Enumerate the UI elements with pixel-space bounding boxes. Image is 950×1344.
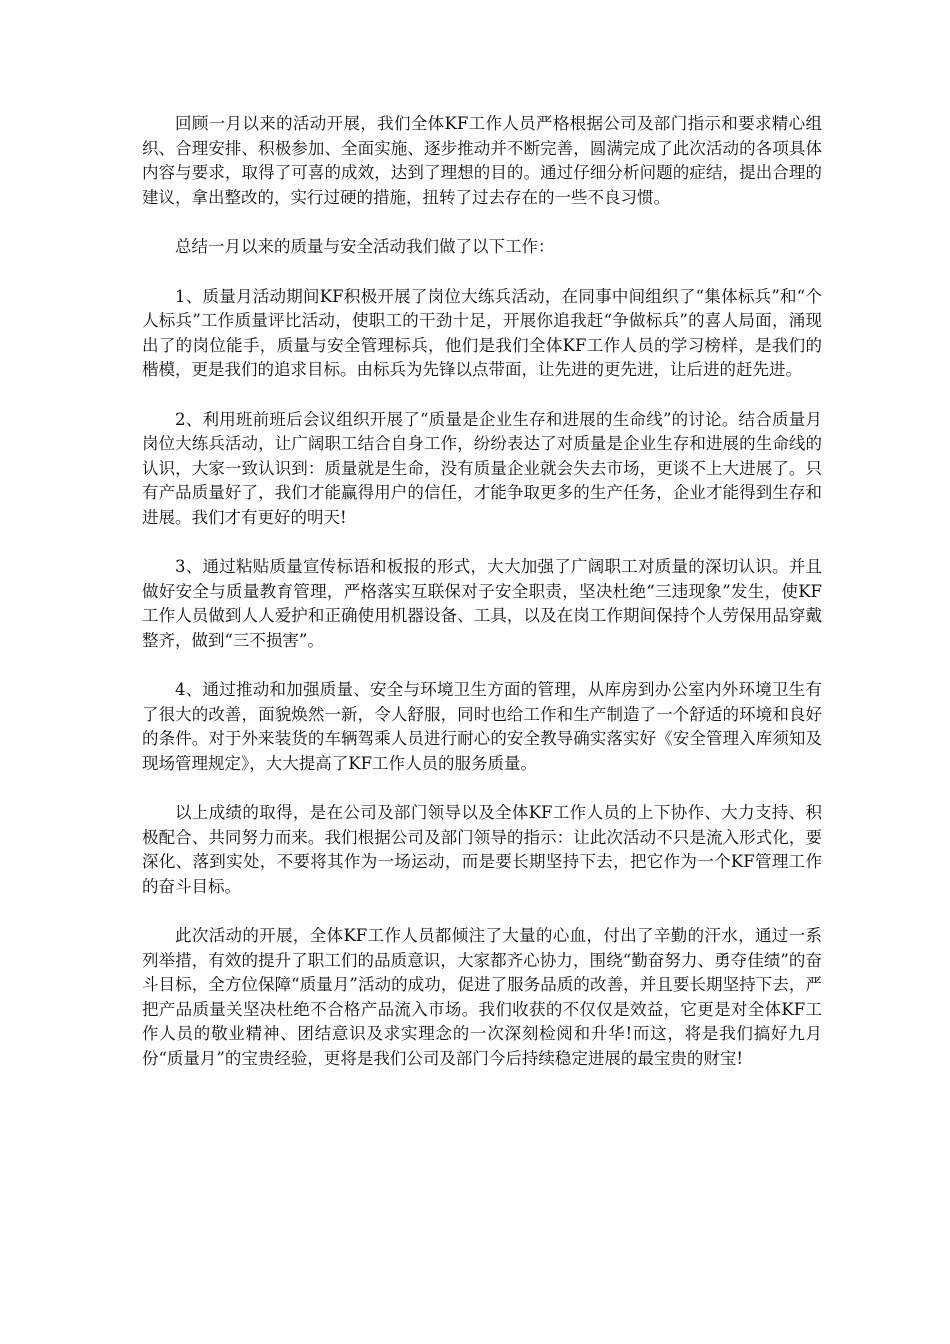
paragraph-intro-review: 回顾一月以来的活动开展，我们全体KF工作人员严格根据公司及部门指示和要求精心组织、合理安排、积极参加、全面实施、逐步推动并不断完善，圆满完成了此次活动的各项具体内容与要求，取得了可喜的成效，达到了理想的目的。通过仔细分析问题的症结，提出合理的建议，拿出整改的，实行过硬的措施，扭转了过去存在的一些不良习惯。 [142,114,822,207]
paragraph-item-1-training: 1、质量月活动期间KF积极开展了岗位大练兵活动，在同事中间组织了“集体标兵”和“个人标兵”工作质量评比活动，使职工的干劲十足，开展你追我赶“争做标兵”的喜人局面，涌现出了的岗位能手，质量与安全管理标兵，他们是我们全体KF工作人员的学习榜样，是我们的楷模，更是我们的追求目标。由标兵为先锋以点带面，让先进的更先进，让后进的赶先进。 [142,286,822,379]
paragraph-achievements: 以上成绩的取得，是在公司及部门领导以及全体KF工作人员的上下协作、大力支持、积极配合、共同努力而来。我们根据公司及部门领导的指示：让此次活动不只是流入形式化，要深化、落到实处，不要将其作为一场运动，而是要长期坚持下去，把它作为一个KF管理工作的奋斗目标。 [142,803,822,896]
paragraph-item-3-publicity: 3、通过粘贴质量宣传标语和板报的形式，大大加强了广阔职工对质量的深切认识。并且做好安全与质量教育管理，严格落实互联保对子安全职责，坚决杜绝“三违现象”发生，使KF工作人员做到人人爱护和正确使用机器设备、工具，以及在岗工作期间保持个人劳保用品穿戴整齐，做到“三不损害”。 [142,557,822,650]
paragraph-item-4-environment: 4、通过推动和加强质量、安全与环境卫生方面的管理，从库房到办公室内外环境卫生有了很大的改善，面貌焕然一新，令人舒服，同时也给工作和生产制造了一个舒适的环境和良好的条件。对于外来装货的车辆驾乘人员进行耐心的安全教导确实落实好《安全管理入库须知及现场管理规定》，大大提高了KF工作人员的服务质量。 [142,680,822,773]
document-page [142,112,822,1096]
paragraph-item-2-discussion: 2、利用班前班后会议组织开展了“质量是企业生存和进展的生命线”的讨论。结合质量月岗位大练兵活动，让广阔职工结合自身工作，纷纷表达了对质量是企业生存和进展的生命线的认识，大家一致认识到：质量就是生命，没有质量企业就会失去市场，更谈不上大进展了。只有产品质量好了，我们才能赢得用户的信任，才能争取更多的生产任务，企业才能得到生存和进展。我们才有更好的明天! [142,409,822,527]
paragraph-conclusion: 此次活动的开展，全体KF工作人员都倾注了大量的心血，付出了辛勤的汗水，通过一系列举措，有效的提升了职工们的品质意识，大家都齐心协力，围绕“勤奋努力、勇夺佳绩”的奋斗目标，全方位保障“质量月”活动的成功，促进了服务品质的改善，并且要长期坚持下去，严把产品质量关坚决杜绝不合格产品流入市场。我们收获的不仅仅是效益，它更是对全体KF工作人员的敬业精神、团结意识及求实理念的一次深刻检阅和升华!而这，将是我们搞好九月份“质量月”的宝贵经验，更将是我们公司及部门今后持续稳定进展的最宝贵的财宝! [142,926,822,1068]
paragraph-summary-heading: 总结一月以来的质量与安全活动我们做了以下工作： [175,237,555,256]
